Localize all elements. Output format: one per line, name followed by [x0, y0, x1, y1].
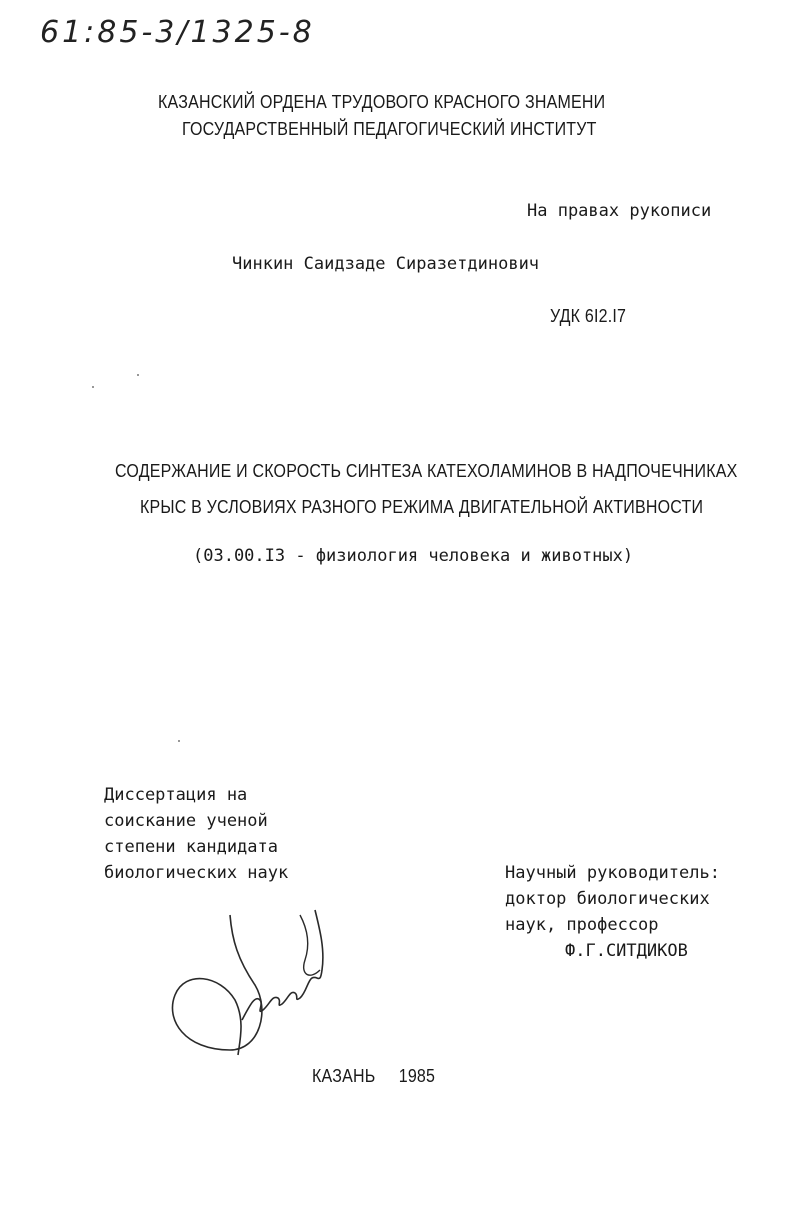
udc-code: УДК 6I2.I7 — [550, 306, 627, 327]
archive-number: 61:85-3/1325-8 — [40, 15, 315, 50]
institute-header-line-1: КАЗАНСКИЙ ОРДЕНА ТРУДОВОГО КРАСНОГО ЗНАМЕНИ — [158, 92, 606, 113]
specialty-code: (03.00.I3 - физиология человека и животных) — [193, 546, 634, 566]
dissertation-note-line: степени кандидата — [104, 837, 278, 857]
dissertation-note-line: биологических наук — [104, 863, 289, 883]
paper-speck — [92, 386, 94, 388]
dissertation-note-line: соискание ученой — [104, 811, 268, 831]
footer-city: КАЗАНЬ — [312, 1066, 376, 1087]
footer-year: 1985 — [398, 1066, 436, 1087]
thesis-title-line-2: КРЫС В УСЛОВИЯХ РАЗНОГО РЕЖИМА ДВИГАТЕЛЬНОЙ АКТИВНОСТИ — [140, 497, 704, 518]
footer-place-date — [312, 1068, 435, 1086]
supervisor-degree: доктор биологических — [505, 889, 710, 909]
author-name: Чинкин Саидзаде Сиразетдинович — [232, 254, 540, 274]
supervisor-name: Ф.Г.СИТДИКОВ — [565, 941, 688, 961]
dissertation-note — [104, 782, 288, 886]
paper-speck — [178, 740, 180, 742]
dissertation-note-line: Диссертация на — [104, 785, 248, 805]
signature-scribble — [160, 900, 360, 1060]
supervisor-heading: Научный руководитель: — [505, 863, 720, 883]
manuscript-rights-note: На правах рукописи — [527, 201, 712, 221]
thesis-title-line-1: СОДЕРЖАНИЕ И СКОРОСТЬ СИНТЕЗА КАТЕХОЛАМИНОВ В НАДПОЧЕЧНИКАХ — [115, 461, 738, 482]
paper-speck — [137, 374, 139, 376]
supervisor-title: наук, профессор — [505, 915, 659, 935]
supervisor-block — [505, 860, 720, 964]
institute-header-line-2: ГОСУДАРСТВЕННЫЙ ПЕДАГОГИЧЕСКИЙ ИНСТИТУТ — [182, 119, 597, 140]
